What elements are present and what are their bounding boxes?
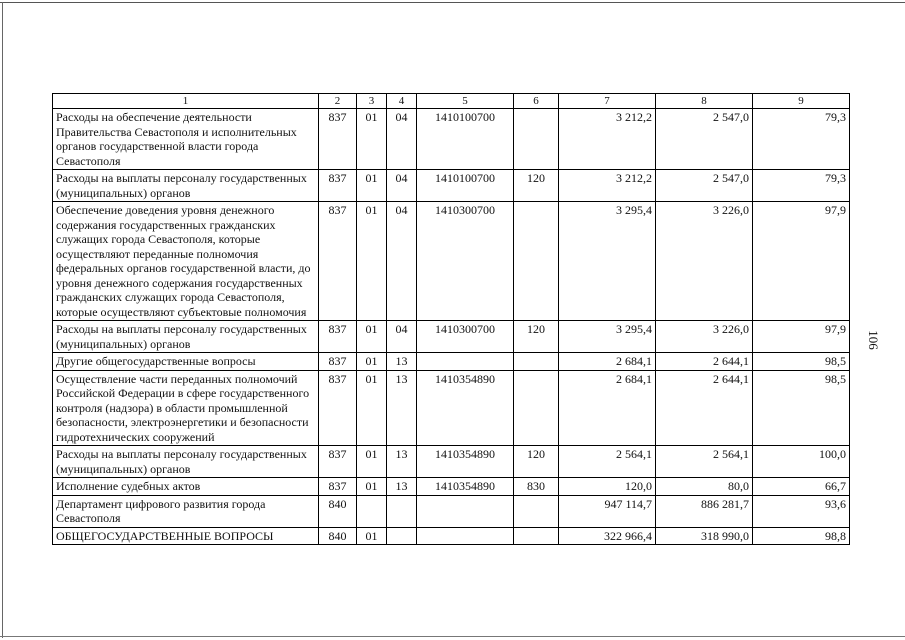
expense-name-cell: Расходы на выплаты персоналу государственных (муниципальных) органов [53,446,319,478]
section-code-cell: 01 [357,478,387,496]
execution-percent-cell: 98,8 [753,527,850,545]
executed-amount-cell: 886 281,7 [656,495,753,527]
expense-name-cell: ОБЩЕГОСУДАРСТВЕННЫЕ ВОПРОСЫ [53,527,319,545]
execution-percent-cell: 100,0 [753,446,850,478]
section-code-cell: 01 [357,321,387,353]
target-article-cell: 1410354890 [417,478,514,496]
department-code-cell: 837 [319,353,357,371]
target-article-cell: 1410354890 [417,446,514,478]
expense-type-cell [514,202,559,321]
table-row [53,495,850,527]
department-code-cell: 837 [319,370,357,446]
expense-name-cell: Другие общегосударственные вопросы [53,353,319,371]
execution-percent-cell: 79,3 [753,170,850,202]
target-article-cell: 1410100700 [417,170,514,202]
planned-amount-cell: 322 966,4 [559,527,656,545]
table-row [53,353,850,371]
expense-type-cell [514,527,559,545]
table-row [53,321,850,353]
planned-amount-cell: 2 684,1 [559,353,656,371]
department-code-cell: 837 [319,478,357,496]
table-row [53,527,850,545]
executed-amount-cell: 3 226,0 [656,202,753,321]
expense-type-cell [514,370,559,446]
table-row [53,170,850,202]
expense-name-cell: Обеспечение доведения уровня денежного содержания государственных гражданских служащих города Севастополя, которые осуществляют переданные полномочия федеральных органов государственной власти, до уровня денежного содержания государственных гражданских служащих города Севастополя, которые осуществляют субъектовые полномочия [53,202,319,321]
expense-type-cell [514,353,559,371]
column-header: 7 [559,94,656,109]
expense-name-cell: Расходы на выплаты персоналу государственных (муниципальных) органов [53,170,319,202]
department-code-cell: 837 [319,321,357,353]
executed-amount-cell: 2 547,0 [656,170,753,202]
table-row [53,202,850,321]
planned-amount-cell: 120,0 [559,478,656,496]
page-number: 106 [866,330,881,350]
executed-amount-cell: 2 547,0 [656,109,753,170]
section-code-cell: 01 [357,527,387,545]
section-code-cell: 01 [357,353,387,371]
target-article-cell [417,495,514,527]
executed-amount-cell: 2 564,1 [656,446,753,478]
column-header: 2 [319,94,357,109]
executed-amount-cell: 3 226,0 [656,321,753,353]
target-article-cell [417,527,514,545]
expense-name-cell: Департамент цифрового развития города Севастополя [53,495,319,527]
column-header: 4 [387,94,417,109]
expense-name-cell: Расходы на обеспечение деятельности Правительства Севастополя и исполнительных органов государственной власти города Севастополя [53,109,319,170]
planned-amount-cell: 947 114,7 [559,495,656,527]
expense-name-cell: Исполнение судебных актов [53,478,319,496]
target-article-cell: 1410354890 [417,370,514,446]
planned-amount-cell: 2 684,1 [559,370,656,446]
department-code-cell: 840 [319,527,357,545]
execution-percent-cell: 66,7 [753,478,850,496]
column-header: 9 [753,94,850,109]
target-article-cell: 1410300700 [417,202,514,321]
execution-percent-cell: 98,5 [753,353,850,371]
execution-percent-cell: 98,5 [753,370,850,446]
planned-amount-cell: 3 295,4 [559,321,656,353]
table-row [53,109,850,170]
subsection-code-cell [387,527,417,545]
executed-amount-cell: 80,0 [656,478,753,496]
execution-percent-cell: 97,9 [753,202,850,321]
expense-type-cell [514,109,559,170]
execution-percent-cell: 79,3 [753,109,850,170]
expense-name-cell: Осуществление части переданных полномочий Российской Федерации в сфере государственного контроля (надзора) в области промышленной безопасности, электроэнергетики и безопасности гидротехнических сооружений [53,370,319,446]
subsection-code-cell: 13 [387,478,417,496]
executed-amount-cell: 2 644,1 [656,370,753,446]
subsection-code-cell [387,495,417,527]
subsection-code-cell: 13 [387,446,417,478]
expense-type-cell: 120 [514,170,559,202]
subsection-code-cell: 13 [387,353,417,371]
column-header: 8 [656,94,753,109]
section-code-cell: 01 [357,370,387,446]
section-code-cell: 01 [357,446,387,478]
section-code-cell: 01 [357,170,387,202]
subsection-code-cell: 04 [387,321,417,353]
column-header: 1 [53,94,319,109]
expense-type-cell: 120 [514,321,559,353]
page-top-border [0,2,905,3]
column-header: 3 [357,94,387,109]
page-bottom-border [0,636,905,637]
section-code-cell [357,495,387,527]
subsection-code-cell: 04 [387,109,417,170]
column-header: 5 [417,94,514,109]
department-code-cell: 840 [319,495,357,527]
target-article-cell: 1410100700 [417,109,514,170]
page-left-border [2,2,3,638]
department-code-cell: 837 [319,170,357,202]
expense-name-cell: Расходы на выплаты персоналу государственных (муниципальных) органов [53,321,319,353]
planned-amount-cell: 3 212,2 [559,170,656,202]
table-row [53,478,850,496]
column-header: 6 [514,94,559,109]
column-number-row [53,94,850,109]
department-code-cell: 837 [319,446,357,478]
executed-amount-cell: 2 644,1 [656,353,753,371]
subsection-code-cell: 13 [387,370,417,446]
subsection-code-cell: 04 [387,170,417,202]
executed-amount-cell: 318 990,0 [656,527,753,545]
subsection-code-cell: 04 [387,202,417,321]
table-row [53,446,850,478]
target-article-cell: 1410300700 [417,321,514,353]
budget-table [52,93,850,545]
target-article-cell [417,353,514,371]
planned-amount-cell: 3 295,4 [559,202,656,321]
expense-type-cell: 120 [514,446,559,478]
expense-type-cell [514,495,559,527]
execution-percent-cell: 93,6 [753,495,850,527]
department-code-cell: 837 [319,109,357,170]
planned-amount-cell: 2 564,1 [559,446,656,478]
table-row [53,370,850,446]
section-code-cell: 01 [357,109,387,170]
planned-amount-cell: 3 212,2 [559,109,656,170]
section-code-cell: 01 [357,202,387,321]
department-code-cell: 837 [319,202,357,321]
expense-type-cell: 830 [514,478,559,496]
execution-percent-cell: 97,9 [753,321,850,353]
